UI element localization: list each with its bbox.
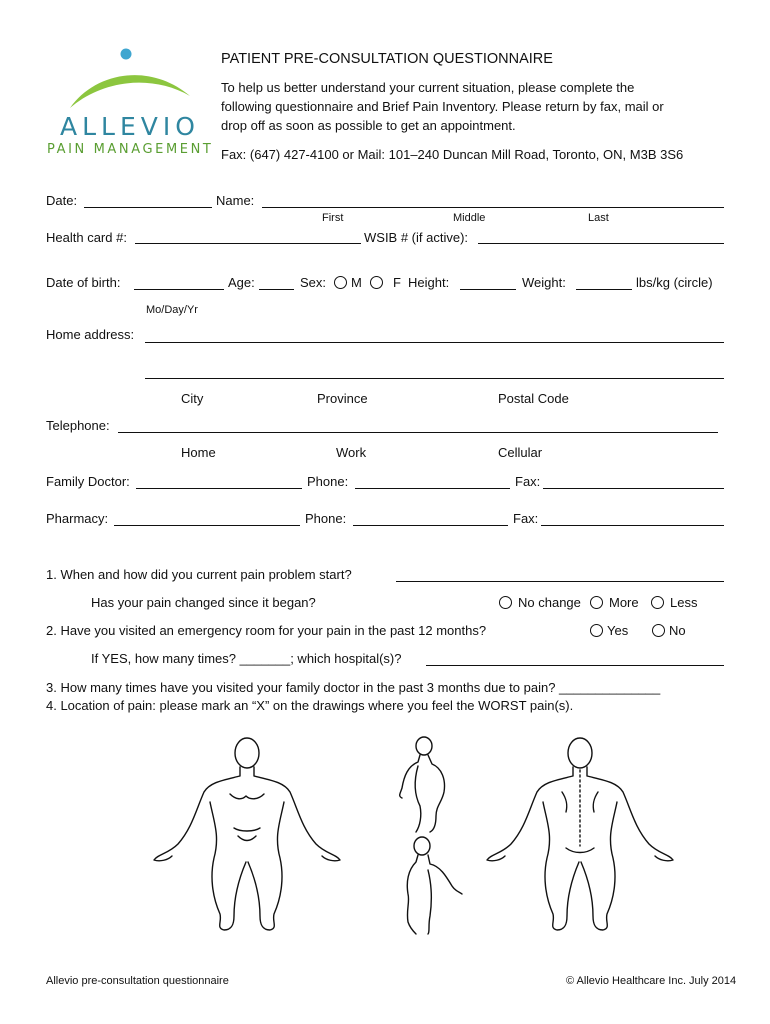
home-address-field-2[interactable] <box>145 378 724 379</box>
more-label: More <box>609 595 639 610</box>
age-label: Age: <box>228 275 255 290</box>
height-field[interactable] <box>460 289 516 290</box>
logo-swoosh-icon <box>40 44 215 114</box>
telephone-field[interactable] <box>118 432 718 433</box>
name-last-hint: Last <box>588 212 609 224</box>
tel-work-hint: Work <box>336 445 367 460</box>
wsib-label: WSIB # (if active): <box>364 230 469 245</box>
er-yes-label: Yes <box>607 623 629 638</box>
question-1-field[interactable] <box>396 581 724 582</box>
er-no-label: No <box>669 623 686 638</box>
question-2: 2. Have you visited an emergency room for your pain in the past 12 months? <box>46 623 487 638</box>
intro-line-2: following questionnaire and Brief Pain Inventory. Please return by fax, mail or <box>221 99 664 114</box>
logo <box>40 44 215 159</box>
name-middle-hint: Middle <box>453 212 486 224</box>
pharmacy-field[interactable] <box>114 525 300 526</box>
family-doctor-field[interactable] <box>136 488 302 489</box>
postal-code-hint: Postal Code <box>498 391 569 406</box>
health-card-field[interactable] <box>135 243 361 244</box>
weight-unit-label: lbs/kg (circle) <box>636 275 713 290</box>
er-no-radio[interactable] <box>652 624 665 637</box>
question-1b: Has your pain changed since it began? <box>91 595 316 610</box>
pharmacy-phone-field[interactable] <box>353 525 508 526</box>
footer-left: Allevio pre-consultation questionnaire <box>46 975 229 987</box>
name-field[interactable] <box>262 207 724 208</box>
more-radio[interactable] <box>590 596 603 609</box>
pharmacy-fax-field[interactable] <box>541 525 724 526</box>
weight-label: Weight: <box>522 275 566 290</box>
less-radio[interactable] <box>651 596 664 609</box>
hospital-field[interactable] <box>426 665 724 666</box>
date-field[interactable] <box>84 207 212 208</box>
tel-cell-hint: Cellular <box>498 445 543 460</box>
sex-m-radio[interactable] <box>334 276 347 289</box>
sex-m-label: M <box>351 275 362 290</box>
less-label: Less <box>670 595 698 610</box>
footer-right: © Allevio Healthcare Inc. July 2014 <box>566 975 737 987</box>
pharmacy-phone-label: Phone: <box>305 511 347 526</box>
home-address-label: Home address: <box>46 327 135 342</box>
height-label: Height: <box>408 275 450 290</box>
doctor-phone-label: Phone: <box>307 474 349 489</box>
family-doctor-label: Family Doctor: <box>46 474 130 489</box>
contact-info: Fax: (647) 427-4100 or Mail: 101–240 Duncan Mill Road, Toronto, ON, M3B 3S6 <box>221 147 684 162</box>
home-address-field[interactable] <box>145 342 724 343</box>
doctor-phone-field[interactable] <box>355 488 510 489</box>
date-label: Date: <box>46 193 78 208</box>
pharmacy-fax-label: Fax: <box>513 511 539 526</box>
logo-brand: ALLEVIO <box>60 112 200 141</box>
dob-format-hint: Mo/Day/Yr <box>146 304 198 316</box>
no-change-label: No change <box>518 595 581 610</box>
pharmacy-label: Pharmacy: <box>46 511 109 526</box>
age-field[interactable] <box>259 289 294 290</box>
intro-line-3: drop off as soon as possible to get an appointment. <box>221 118 516 133</box>
doctor-fax-field[interactable] <box>543 488 724 489</box>
question-3: 3. How many times have you visited your family doctor in the past 3 months due to pain? ______________ <box>46 680 661 695</box>
doctor-fax-label: Fax: <box>515 474 541 489</box>
wsib-field[interactable] <box>478 243 724 244</box>
question-4: 4. Location of pain: please mark an “X” on the drawings where you feel the WORST pain(s). <box>46 698 574 713</box>
city-hint: City <box>181 391 204 406</box>
name-first-hint: First <box>322 212 344 224</box>
sex-label: Sex: <box>300 275 327 290</box>
sex-f-radio[interactable] <box>370 276 383 289</box>
question-1: 1. When and how did you current pain problem start? <box>46 567 352 582</box>
province-hint: Province <box>317 391 368 406</box>
body-back-diagram[interactable] <box>470 736 700 936</box>
intro-line-1: To help us better understand your current situation, please complete the <box>221 80 635 95</box>
question-2b: If YES, how many times? _______; which hospital(s)? <box>91 651 402 666</box>
body-side-lower-diagram[interactable] <box>402 836 462 936</box>
body-side-upper-diagram[interactable] <box>396 736 456 836</box>
sex-f-label: F <box>393 275 401 290</box>
dob-label: Date of birth: <box>46 275 121 290</box>
weight-field[interactable] <box>576 289 632 290</box>
page-title: PATIENT PRE-CONSULTATION QUESTIONNAIRE <box>221 51 553 67</box>
name-label: Name: <box>216 193 255 208</box>
body-front-diagram[interactable] <box>150 736 380 936</box>
tel-home-hint: Home <box>181 445 216 460</box>
telephone-label: Telephone: <box>46 418 110 433</box>
dob-field[interactable] <box>134 289 224 290</box>
no-change-radio[interactable] <box>499 596 512 609</box>
er-yes-radio[interactable] <box>590 624 603 637</box>
logo-subtitle: PAIN MANAGEMENT <box>47 142 214 157</box>
health-card-label: Health card #: <box>46 230 127 245</box>
